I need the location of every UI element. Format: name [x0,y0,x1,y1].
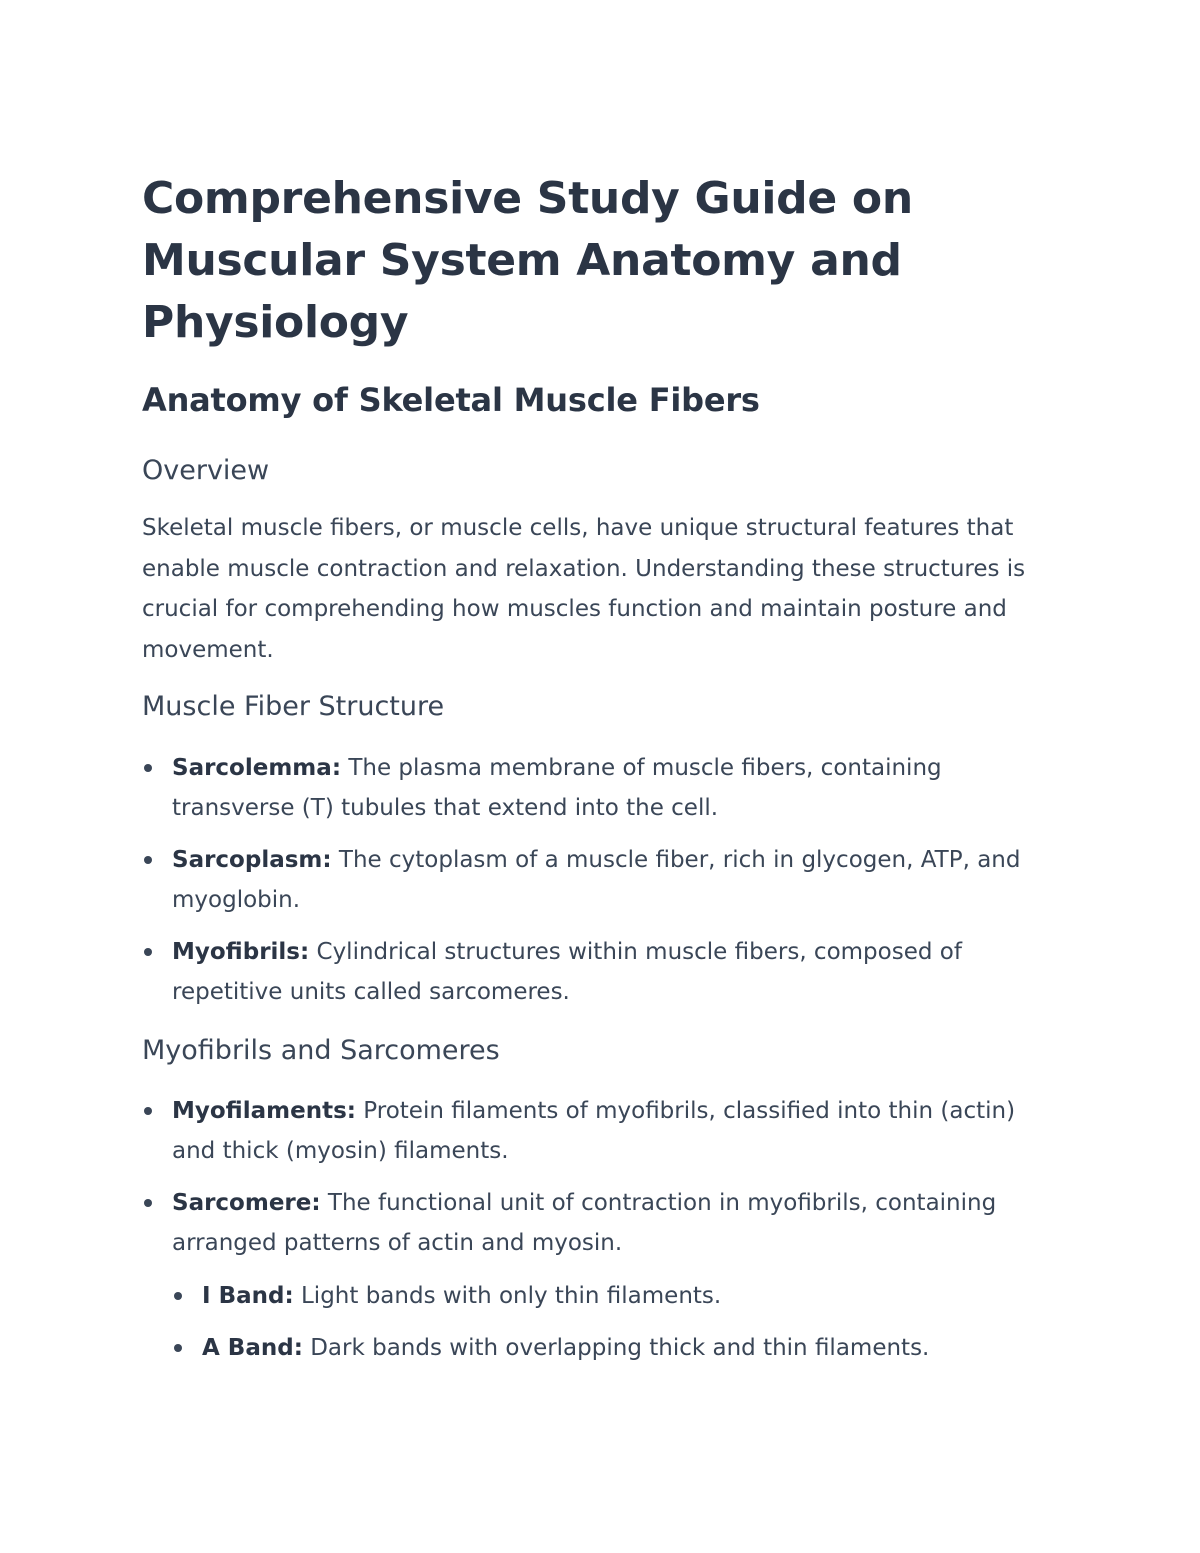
myofibrils-heading: Myofibrils and Sarcomeres [142,1035,500,1066]
term-description: The functional unit of contraction in myofibrils, containing arranged patterns of actin and myosin. [172,1190,997,1256]
section-title: Anatomy of Skeletal Muscle Fibers [142,381,760,419]
overview-heading: Overview [142,455,270,486]
list-item: Sarcoplasm: The cytoplasm of a muscle fiber, rich in glycogen, ATP, and myoglobin. [142,840,1054,920]
list-item: Sarcolemma: The plasma membrane of muscle fibers, containing transverse (T) tubules that extend into the cell. [142,748,1054,828]
term-description: Cylindrical structures within muscle fibers, composed of repetitive units called sarcomeres. [172,939,962,1005]
bullet-icon [174,1292,182,1300]
fiber-structure-heading: Muscle Fiber Structure [142,691,445,722]
list-item: I Band: Light bands with only thin filaments. [142,1276,1054,1316]
sarcomere-bands-list [142,1276,1054,1368]
term-label: I Band [202,1283,285,1309]
term-label: Myofilaments [172,1098,347,1124]
term-description: The cytoplasm of a muscle fiber, rich in glycogen, ATP, and myoglobin. [172,847,1021,913]
bullet-icon [144,948,152,956]
term-description: Dark bands with overlapping thick and thin filaments. [310,1335,930,1361]
term-description: Protein filaments of myofibrils, classified into thin (actin) and thick (myosin) filaments. [172,1098,1016,1164]
bullet-icon [144,856,152,864]
bullet-icon [144,1199,152,1207]
term-label: Myofibrils [172,939,300,965]
overview-paragraph: Skeletal muscle fibers, or muscle cells, have unique structural features that enable muscle contraction and relaxation. Understanding these structures is crucial for comprehending how muscles function and maintain posture and movement. [142,515,1026,663]
term-label: Sarcoplasm [172,847,323,873]
bullet-icon [144,764,152,772]
myofibrils-list [142,1091,1054,1263]
bullet-icon [174,1344,182,1352]
list-item: Myofibrils: Cylindrical structures within muscle fibers, composed of repetitive units called sarcomeres. [142,932,1054,1012]
term-label: A Band [202,1335,294,1361]
list-item: Myofilaments: Protein filaments of myofibrils, classified into thin (actin) and thick (myosin) filaments. [142,1091,1054,1171]
list-item: Sarcomere: The functional unit of contraction in myofibrils, containing arranged patterns of actin and myosin. [142,1183,1054,1263]
term-description: Light bands with only thin filaments. [300,1283,722,1309]
fiber-structure-list [142,748,1054,1012]
document-title: Comprehensive Study Guide on Muscular System Anatomy and Physiology [142,173,913,348]
bullet-icon [144,1107,152,1115]
term-description: The plasma membrane of muscle fibers, containing transverse (T) tubules that extend into the cell. [172,755,942,821]
list-item: A Band: Dark bands with overlapping thick and thin filaments. [142,1328,1054,1368]
term-label: Sarcomere [172,1190,312,1216]
term-label: Sarcolemma [172,755,332,781]
